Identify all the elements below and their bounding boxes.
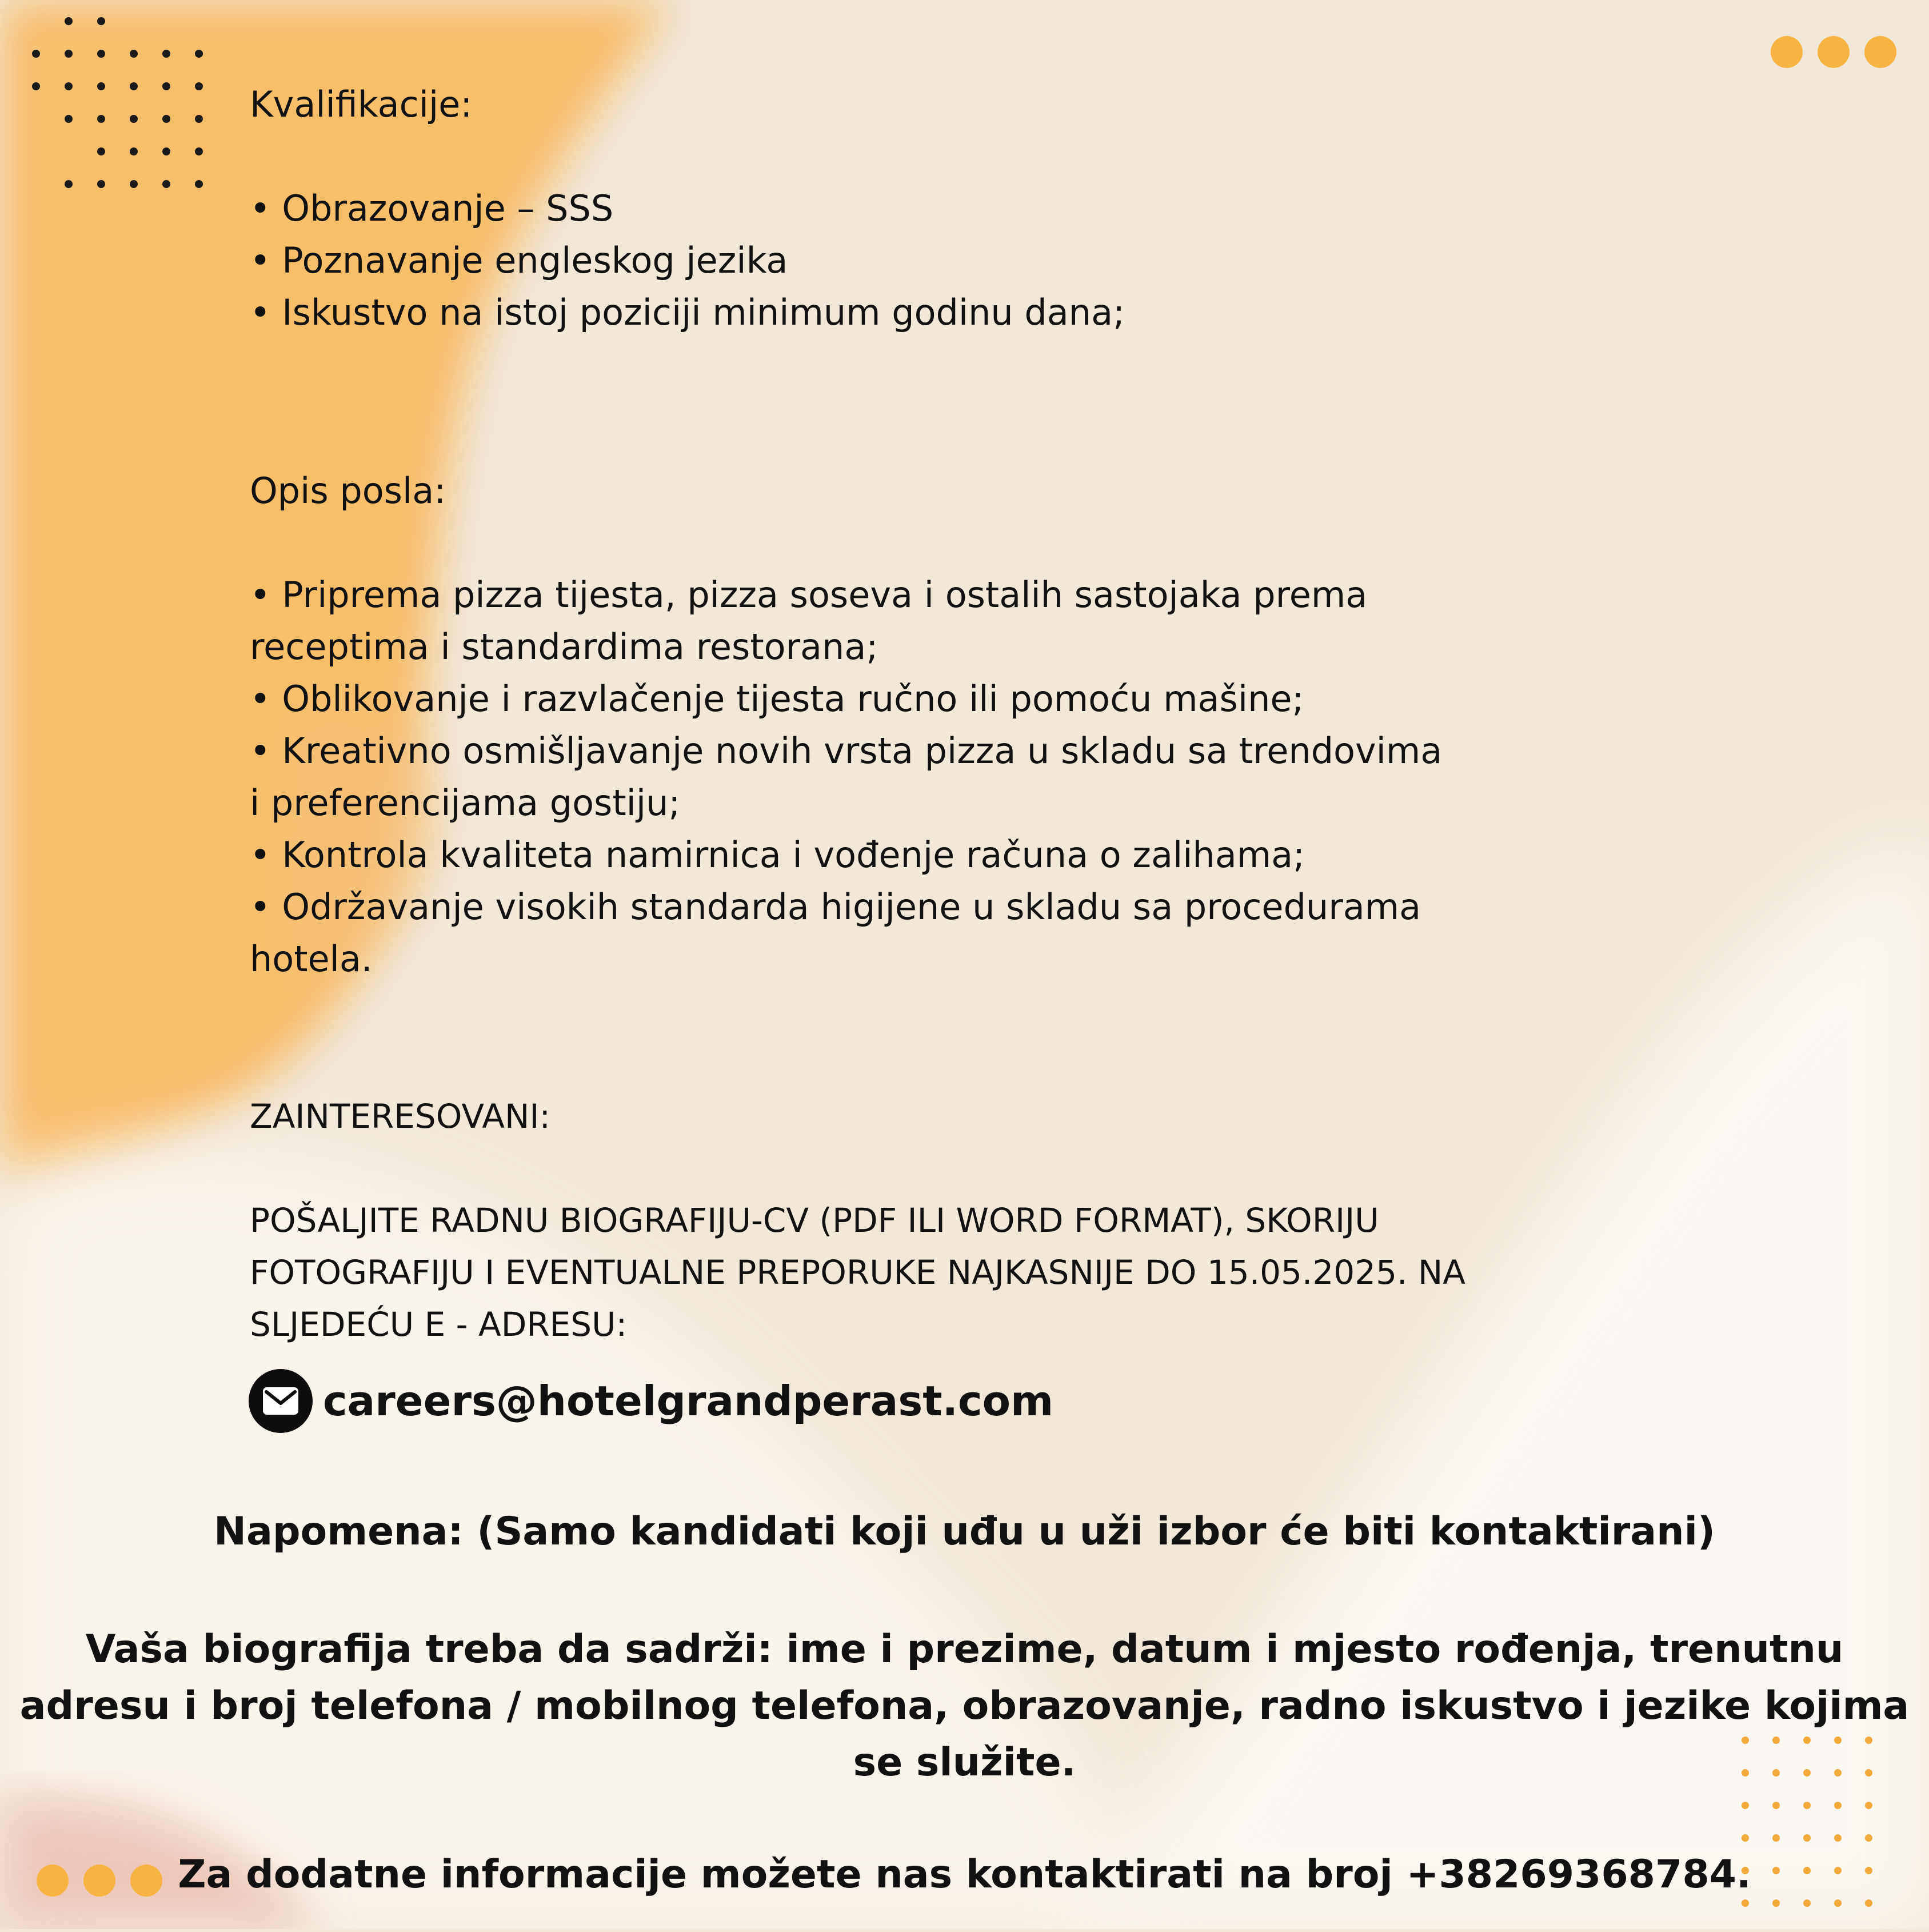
job-description-section (250, 465, 1442, 985)
decorative-dots-top-right (1771, 36, 1896, 68)
job-description-line: • Priprema pizza tijesta, pizza soseva i ostalih sastojaka prema (250, 574, 1368, 616)
interested-heading: ZAINTERESOVANI: (250, 1097, 551, 1136)
cv-contents-line: se služite. (853, 1740, 1076, 1785)
email-contact[interactable] (249, 1369, 1053, 1433)
email-address-link[interactable]: careers@hotelgrandperast.com (323, 1377, 1054, 1425)
decorative-dot-grid-top-left (19, 17, 215, 213)
cv-contents-line: Vaša biografija treba da sadrži: ime i prezime, datum i mjesto rođenja, trenutnu (85, 1627, 1844, 1672)
job-description-line: • Kreativno osmišljavanje novih vrsta pizza u skladu sa trendovima (250, 730, 1443, 772)
interested-line: POŠALJITE RADNU BIOGRAFIJU-CV (PDF ILI WORD FORMAT), SKORIJU (250, 1201, 1379, 1240)
job-description-line: • Oblikovanje i razvlačenje tijesta ručno ili pomoću mašine; (250, 678, 1304, 720)
job-description-line: • Kontrola kvaliteta namirnica i vođenje računa o zalihama; (250, 834, 1305, 876)
qualifications-heading: Kvalifikacije: (250, 83, 473, 125)
interested-line: SLJEDEĆU E - ADRESU: (250, 1305, 628, 1344)
cv-contents-paragraph (0, 1621, 1929, 1791)
cv-contents-line: adresu i broj telefona / mobilnog telefona, obrazovanje, radno iskustvo i jezike kojima (19, 1683, 1910, 1729)
job-description-line: receptima i standardima restorana; (250, 626, 878, 668)
interested-section (250, 1091, 1465, 1351)
job-description-line: i preferencijama gostiju; (250, 782, 681, 824)
contact-phone-text: Za dodatne informacije možete nas kontaktirati na broj +38269368784. (178, 1852, 1751, 1897)
job-description-line: • Održavanje visokih standarda higijene u skladu sa procedurama (250, 886, 1421, 928)
qualification-item: • Obrazovanje – SSS (250, 187, 614, 229)
qualifications-section (250, 78, 1125, 338)
qualification-item: • Poznavanje engleskog jezika (250, 239, 788, 281)
envelope-icon (249, 1369, 313, 1433)
note-text: Napomena: (Samo kandidati koji uđu u uži izbor će biti kontaktirani) (214, 1509, 1715, 1554)
job-description-line: hotela. (250, 938, 373, 980)
qualification-item: • Iskustvo na istoj poziciji minimum godinu dana; (250, 292, 1125, 333)
job-description-heading: Opis posla: (250, 470, 446, 512)
interested-line: FOTOGRAFIJU I EVENTUALNE PREPORUKE NAJKASNIJE DO 15.05.2025. NA (250, 1253, 1465, 1292)
